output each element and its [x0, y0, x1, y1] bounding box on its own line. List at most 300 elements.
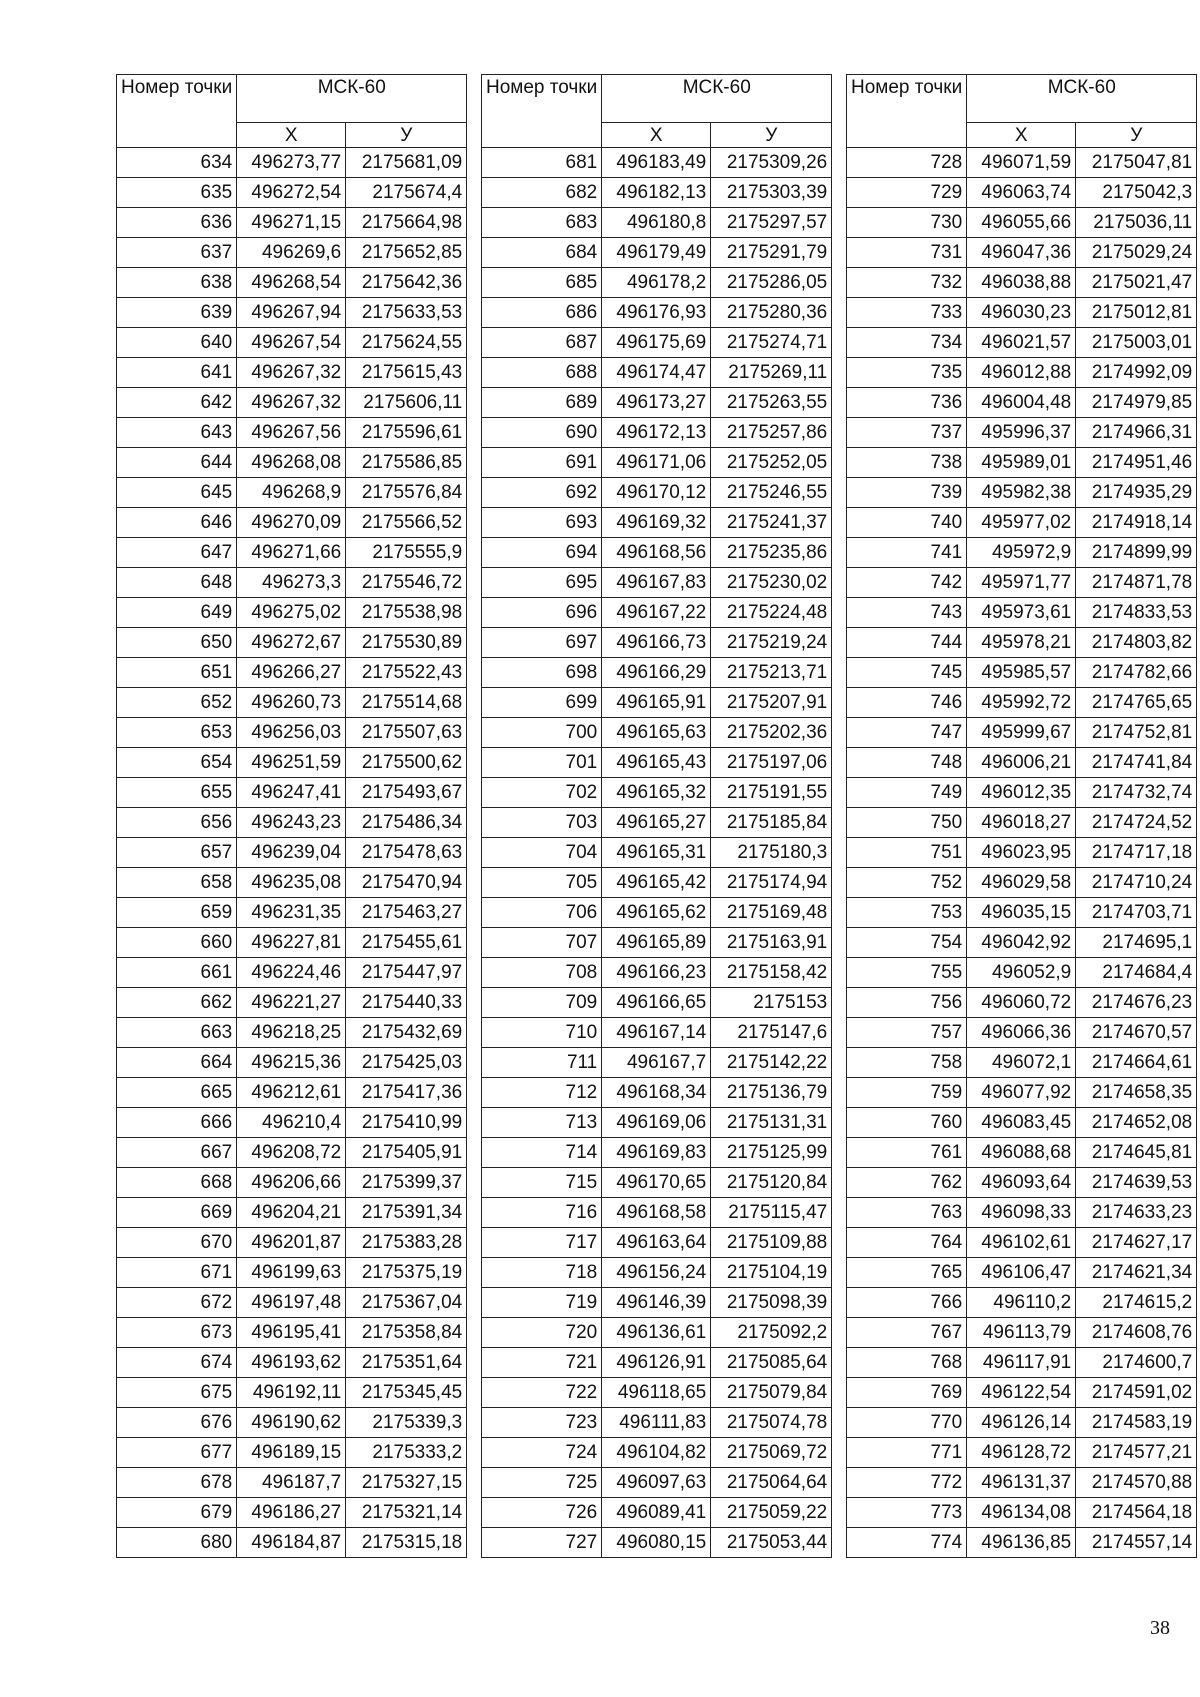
table-row — [847, 1258, 1197, 1288]
table-row — [847, 1108, 1197, 1138]
table-row — [482, 1048, 832, 1078]
point-number-cell: 698 — [482, 658, 602, 688]
x-coordinate-cell: 496166,65 — [602, 988, 711, 1018]
y-coordinate-cell: 2175115,47 — [711, 1198, 832, 1228]
table-row — [482, 208, 832, 238]
y-coordinate-cell: 2174992,09 — [1076, 358, 1197, 388]
table-row — [117, 748, 467, 778]
point-number-cell: 637 — [117, 238, 237, 268]
y-coordinate-cell: 2174741,84 — [1076, 748, 1197, 778]
x-coordinate-cell: 496110,2 — [967, 1288, 1076, 1318]
point-number-cell: 636 — [117, 208, 237, 238]
table-row — [117, 328, 467, 358]
y-coordinate-cell: 2174664,61 — [1076, 1048, 1197, 1078]
point-number-cell: 656 — [117, 808, 237, 838]
y-coordinate-cell: 2174899,99 — [1076, 538, 1197, 568]
x-coordinate-cell: 496208,72 — [237, 1138, 346, 1168]
point-number-cell: 768 — [847, 1348, 967, 1378]
point-number-cell: 724 — [482, 1438, 602, 1468]
x-coordinate-cell: 496270,09 — [237, 508, 346, 538]
table-row — [847, 1288, 1197, 1318]
x-column-header: X — [237, 123, 346, 148]
x-coordinate-cell: 496268,9 — [237, 478, 346, 508]
x-coordinate-cell: 496163,64 — [602, 1228, 711, 1258]
x-coordinate-cell: 496080,15 — [602, 1528, 711, 1558]
table-row — [117, 148, 467, 178]
y-coordinate-cell: 2175383,28 — [346, 1228, 467, 1258]
table-row — [847, 658, 1197, 688]
y-coordinate-cell: 2175021,47 — [1076, 268, 1197, 298]
x-coordinate-cell: 496190,62 — [237, 1408, 346, 1438]
y-coordinate-cell: 2175174,94 — [711, 868, 832, 898]
y-coordinate-cell: 2175410,99 — [346, 1108, 467, 1138]
point-number-cell: 634 — [117, 148, 237, 178]
x-coordinate-cell: 496093,64 — [967, 1168, 1076, 1198]
point-number-cell: 688 — [482, 358, 602, 388]
point-number-cell: 726 — [482, 1498, 602, 1528]
table-row — [847, 1498, 1197, 1528]
y-coordinate-cell: 2175606,11 — [346, 388, 467, 418]
y-coordinate-cell: 2175036,11 — [1076, 208, 1197, 238]
table-row — [482, 658, 832, 688]
table-row — [847, 148, 1197, 178]
x-coordinate-cell: 496170,65 — [602, 1168, 711, 1198]
y-coordinate-cell: 2175530,89 — [346, 628, 467, 658]
table-row — [482, 238, 832, 268]
x-coordinate-cell: 496189,15 — [237, 1438, 346, 1468]
y-coordinate-cell: 2175047,81 — [1076, 148, 1197, 178]
x-coordinate-cell: 495996,37 — [967, 418, 1076, 448]
point-number-cell: 761 — [847, 1138, 967, 1168]
y-column-header: У — [1076, 123, 1197, 148]
y-coordinate-cell: 2174583,19 — [1076, 1408, 1197, 1438]
x-coordinate-cell: 496126,14 — [967, 1408, 1076, 1438]
x-coordinate-cell: 496169,32 — [602, 508, 711, 538]
x-coordinate-cell: 496210,4 — [237, 1108, 346, 1138]
point-number-cell: 722 — [482, 1378, 602, 1408]
table-row — [117, 928, 467, 958]
x-coordinate-cell: 496204,21 — [237, 1198, 346, 1228]
y-coordinate-cell: 2175315,18 — [346, 1528, 467, 1558]
point-number-cell: 733 — [847, 298, 967, 328]
y-coordinate-cell: 2175085,64 — [711, 1348, 832, 1378]
point-number-cell: 749 — [847, 778, 967, 808]
y-coordinate-cell: 2175098,39 — [711, 1288, 832, 1318]
table-row — [482, 838, 832, 868]
x-coordinate-cell: 496030,23 — [967, 298, 1076, 328]
table-row — [847, 1048, 1197, 1078]
point-number-cell: 747 — [847, 718, 967, 748]
y-coordinate-cell: 2175327,15 — [346, 1468, 467, 1498]
x-coordinate-cell: 496269,6 — [237, 238, 346, 268]
y-coordinate-cell: 2175345,45 — [346, 1378, 467, 1408]
table-row — [117, 418, 467, 448]
x-coordinate-cell: 496066,36 — [967, 1018, 1076, 1048]
y-coordinate-cell: 2174871,78 — [1076, 568, 1197, 598]
table-row — [847, 718, 1197, 748]
point-number-cell: 755 — [847, 958, 967, 988]
point-number-cell: 646 — [117, 508, 237, 538]
x-coordinate-cell: 496247,41 — [237, 778, 346, 808]
x-coordinate-cell: 496088,68 — [967, 1138, 1076, 1168]
y-coordinate-cell: 2174564,18 — [1076, 1498, 1197, 1528]
x-coordinate-cell: 496251,59 — [237, 748, 346, 778]
point-number-cell: 654 — [117, 748, 237, 778]
x-coordinate-cell: 496173,27 — [602, 388, 711, 418]
x-coordinate-cell: 496165,43 — [602, 748, 711, 778]
table-row — [482, 1438, 832, 1468]
y-coordinate-cell: 2175064,64 — [711, 1468, 832, 1498]
table-row — [117, 988, 467, 1018]
y-coordinate-cell: 2175059,22 — [711, 1498, 832, 1528]
y-column-header: У — [711, 123, 832, 148]
y-coordinate-cell: 2174577,21 — [1076, 1438, 1197, 1468]
y-coordinate-cell: 2175219,24 — [711, 628, 832, 658]
x-coordinate-cell: 496006,21 — [967, 748, 1076, 778]
x-coordinate-cell: 496165,32 — [602, 778, 711, 808]
x-coordinate-cell: 496267,94 — [237, 298, 346, 328]
point-number-cell: 741 — [847, 538, 967, 568]
y-coordinate-cell: 2174591,02 — [1076, 1378, 1197, 1408]
x-coordinate-cell: 496134,08 — [967, 1498, 1076, 1528]
x-coordinate-cell: 496168,58 — [602, 1198, 711, 1228]
y-coordinate-cell: 2175470,94 — [346, 868, 467, 898]
table-row — [847, 1138, 1197, 1168]
x-coordinate-cell: 496063,74 — [967, 178, 1076, 208]
y-coordinate-cell: 2174717,18 — [1076, 838, 1197, 868]
table-row — [117, 1348, 467, 1378]
point-number-cell: 708 — [482, 958, 602, 988]
x-coordinate-cell: 496136,85 — [967, 1528, 1076, 1558]
y-coordinate-cell: 2174615,2 — [1076, 1288, 1197, 1318]
point-number-cell: 669 — [117, 1198, 237, 1228]
y-coordinate-cell: 2175576,84 — [346, 478, 467, 508]
point-number-cell: 643 — [117, 418, 237, 448]
point-number-cell: 681 — [482, 148, 602, 178]
point-number-cell: 711 — [482, 1048, 602, 1078]
x-coordinate-cell: 496104,82 — [602, 1438, 711, 1468]
table-row — [117, 1198, 467, 1228]
point-number-cell: 748 — [847, 748, 967, 778]
y-coordinate-cell: 2174695,1 — [1076, 928, 1197, 958]
point-number-cell: 736 — [847, 388, 967, 418]
table-row — [482, 688, 832, 718]
y-coordinate-cell: 2175425,03 — [346, 1048, 467, 1078]
table-row — [847, 478, 1197, 508]
table-row — [482, 988, 832, 1018]
y-coordinate-cell: 2175104,19 — [711, 1258, 832, 1288]
table-row — [482, 958, 832, 988]
point-number-cell: 653 — [117, 718, 237, 748]
table-row — [847, 508, 1197, 538]
point-number-cell: 687 — [482, 328, 602, 358]
table-row — [482, 1078, 832, 1108]
table-row — [117, 238, 467, 268]
table-row — [482, 358, 832, 388]
x-coordinate-cell: 496273,77 — [237, 148, 346, 178]
table-row — [482, 568, 832, 598]
point-number-cell: 694 — [482, 538, 602, 568]
point-number-cell: 693 — [482, 508, 602, 538]
table-row — [117, 1318, 467, 1348]
point-number-cell: 705 — [482, 868, 602, 898]
table-row — [117, 1048, 467, 1078]
table-row — [117, 478, 467, 508]
y-coordinate-cell: 2175463,27 — [346, 898, 467, 928]
table-row — [847, 808, 1197, 838]
point-number-cell: 642 — [117, 388, 237, 418]
x-coordinate-cell: 496272,67 — [237, 628, 346, 658]
point-number-cell: 690 — [482, 418, 602, 448]
table-row — [117, 1378, 467, 1408]
table-row — [117, 958, 467, 988]
point-number-cell: 732 — [847, 268, 967, 298]
point-number-cell: 771 — [847, 1438, 967, 1468]
y-coordinate-cell: 2175053,44 — [711, 1528, 832, 1558]
y-coordinate-cell: 2175303,39 — [711, 178, 832, 208]
y-coordinate-cell: 2174557,14 — [1076, 1528, 1197, 1558]
table-row — [117, 808, 467, 838]
point-number-cell: 689 — [482, 388, 602, 418]
table-row — [482, 808, 832, 838]
point-number-cell: 635 — [117, 178, 237, 208]
x-coordinate-cell: 496275,02 — [237, 598, 346, 628]
x-coordinate-cell: 496260,73 — [237, 688, 346, 718]
point-number-cell: 704 — [482, 838, 602, 868]
table-row — [482, 1318, 832, 1348]
point-number-cell: 746 — [847, 688, 967, 718]
x-coordinate-cell: 495985,57 — [967, 658, 1076, 688]
table-row — [482, 1468, 832, 1498]
x-coordinate-cell: 496146,39 — [602, 1288, 711, 1318]
table-row — [482, 868, 832, 898]
y-coordinate-cell: 2175169,48 — [711, 898, 832, 928]
point-number-cell: 719 — [482, 1288, 602, 1318]
table-row — [847, 778, 1197, 808]
x-coordinate-cell: 496195,41 — [237, 1318, 346, 1348]
table-row — [117, 208, 467, 238]
point-number-cell: 649 — [117, 598, 237, 628]
table-row — [482, 478, 832, 508]
point-number-header: Номер точки — [847, 75, 967, 148]
point-number-cell: 764 — [847, 1228, 967, 1258]
coordinate-system-header: МСК-60 — [967, 75, 1197, 123]
table-row — [117, 1528, 467, 1558]
table-row — [117, 268, 467, 298]
y-column-header: У — [346, 123, 467, 148]
point-number-cell: 683 — [482, 208, 602, 238]
point-number-cell: 772 — [847, 1468, 967, 1498]
y-coordinate-cell: 2175642,36 — [346, 268, 467, 298]
y-coordinate-cell: 2175514,68 — [346, 688, 467, 718]
table-row — [847, 898, 1197, 928]
table-row — [847, 868, 1197, 898]
table-row — [482, 628, 832, 658]
x-coordinate-cell: 496172,13 — [602, 418, 711, 448]
table-row — [847, 1078, 1197, 1108]
point-number-cell: 751 — [847, 838, 967, 868]
x-coordinate-cell: 496227,81 — [237, 928, 346, 958]
y-coordinate-cell: 2175664,98 — [346, 208, 467, 238]
x-coordinate-cell: 496266,27 — [237, 658, 346, 688]
x-coordinate-cell: 495989,01 — [967, 448, 1076, 478]
point-number-cell: 716 — [482, 1198, 602, 1228]
point-number-cell: 709 — [482, 988, 602, 1018]
y-coordinate-cell: 2175674,4 — [346, 178, 467, 208]
x-coordinate-cell: 496128,72 — [967, 1438, 1076, 1468]
point-number-cell: 695 — [482, 568, 602, 598]
y-coordinate-cell: 2175263,55 — [711, 388, 832, 418]
x-coordinate-cell: 495978,21 — [967, 628, 1076, 658]
x-coordinate-cell: 496184,87 — [237, 1528, 346, 1558]
table-row — [847, 1198, 1197, 1228]
point-number-cell: 664 — [117, 1048, 237, 1078]
point-number-cell: 638 — [117, 268, 237, 298]
y-coordinate-cell: 2175158,42 — [711, 958, 832, 988]
x-coordinate-cell: 496267,32 — [237, 388, 346, 418]
y-coordinate-cell: 2174732,74 — [1076, 778, 1197, 808]
point-number-cell: 731 — [847, 238, 967, 268]
y-coordinate-cell: 2175269,11 — [711, 358, 832, 388]
table-row — [482, 328, 832, 358]
table-row — [847, 208, 1197, 238]
x-coordinate-cell: 496047,36 — [967, 238, 1076, 268]
point-number-cell: 770 — [847, 1408, 967, 1438]
table-row — [117, 1468, 467, 1498]
point-number-cell: 673 — [117, 1318, 237, 1348]
point-number-cell: 729 — [847, 178, 967, 208]
table-row — [117, 1168, 467, 1198]
point-number-cell: 774 — [847, 1528, 967, 1558]
point-number-cell: 758 — [847, 1048, 967, 1078]
y-coordinate-cell: 2175440,33 — [346, 988, 467, 1018]
y-coordinate-cell: 2174703,71 — [1076, 898, 1197, 928]
table-row — [847, 1378, 1197, 1408]
x-coordinate-cell: 496186,27 — [237, 1498, 346, 1528]
table-row — [482, 1408, 832, 1438]
table-row — [117, 868, 467, 898]
table-row — [482, 268, 832, 298]
y-coordinate-cell: 2175596,61 — [346, 418, 467, 448]
point-number-cell: 721 — [482, 1348, 602, 1378]
point-number-cell: 661 — [117, 958, 237, 988]
x-coordinate-cell: 496171,06 — [602, 448, 711, 478]
x-coordinate-cell: 496218,25 — [237, 1018, 346, 1048]
table-row — [847, 1318, 1197, 1348]
x-column-header: X — [602, 123, 711, 148]
y-coordinate-cell: 2175246,55 — [711, 478, 832, 508]
table-row — [482, 1108, 832, 1138]
x-coordinate-cell: 496197,48 — [237, 1288, 346, 1318]
y-coordinate-cell: 2175207,91 — [711, 688, 832, 718]
x-coordinate-cell: 496267,54 — [237, 328, 346, 358]
point-number-cell: 760 — [847, 1108, 967, 1138]
point-number-cell: 670 — [117, 1228, 237, 1258]
table-body — [847, 148, 1197, 1558]
x-coordinate-cell: 495973,61 — [967, 598, 1076, 628]
table-row — [847, 538, 1197, 568]
x-coordinate-cell: 496118,65 — [602, 1378, 711, 1408]
y-coordinate-cell: 2174570,88 — [1076, 1468, 1197, 1498]
x-coordinate-cell: 496272,54 — [237, 178, 346, 208]
point-number-cell: 706 — [482, 898, 602, 928]
x-coordinate-cell: 496165,89 — [602, 928, 711, 958]
x-coordinate-cell: 496268,54 — [237, 268, 346, 298]
y-coordinate-cell: 2174627,17 — [1076, 1228, 1197, 1258]
point-number-cell: 640 — [117, 328, 237, 358]
x-coordinate-cell: 496199,63 — [237, 1258, 346, 1288]
y-coordinate-cell: 2174608,76 — [1076, 1318, 1197, 1348]
table-row — [482, 448, 832, 478]
y-coordinate-cell: 2175286,05 — [711, 268, 832, 298]
x-coordinate-cell: 496231,35 — [237, 898, 346, 928]
y-coordinate-cell: 2174645,81 — [1076, 1138, 1197, 1168]
coordinates-table-2 — [481, 74, 832, 1558]
table-row — [117, 1018, 467, 1048]
table-row — [482, 718, 832, 748]
table-row — [847, 688, 1197, 718]
table-row — [482, 418, 832, 448]
y-coordinate-cell: 2174710,24 — [1076, 868, 1197, 898]
point-number-cell: 659 — [117, 898, 237, 928]
table-row — [117, 898, 467, 928]
y-coordinate-cell: 2175586,85 — [346, 448, 467, 478]
x-coordinate-cell: 496212,61 — [237, 1078, 346, 1108]
y-coordinate-cell: 2175191,55 — [711, 778, 832, 808]
x-coordinate-cell: 496175,69 — [602, 328, 711, 358]
y-coordinate-cell: 2175333,2 — [346, 1438, 467, 1468]
x-coordinate-cell: 496170,12 — [602, 478, 711, 508]
table-body — [482, 148, 832, 1558]
point-number-cell: 680 — [117, 1528, 237, 1558]
point-number-cell: 754 — [847, 928, 967, 958]
y-coordinate-cell: 2175652,85 — [346, 238, 467, 268]
y-coordinate-cell: 2175029,24 — [1076, 238, 1197, 268]
point-number-cell: 728 — [847, 148, 967, 178]
point-number-cell: 718 — [482, 1258, 602, 1288]
y-coordinate-cell: 2175074,78 — [711, 1408, 832, 1438]
x-coordinate-cell: 496271,66 — [237, 538, 346, 568]
x-coordinate-cell: 496166,23 — [602, 958, 711, 988]
y-coordinate-cell: 2175493,67 — [346, 778, 467, 808]
y-coordinate-cell: 2175202,36 — [711, 718, 832, 748]
y-coordinate-cell: 2175615,43 — [346, 358, 467, 388]
x-coordinate-cell: 496268,08 — [237, 448, 346, 478]
x-coordinate-cell: 496122,54 — [967, 1378, 1076, 1408]
x-coordinate-cell: 496174,47 — [602, 358, 711, 388]
point-number-cell: 713 — [482, 1108, 602, 1138]
y-coordinate-cell: 2175432,69 — [346, 1018, 467, 1048]
table-row — [847, 928, 1197, 958]
x-coordinate-cell: 496273,3 — [237, 568, 346, 598]
x-coordinate-cell: 496183,49 — [602, 148, 711, 178]
table-row — [847, 418, 1197, 448]
page-number: 38 — [1150, 1617, 1170, 1639]
x-coordinate-cell: 496117,91 — [967, 1348, 1076, 1378]
y-coordinate-cell: 2175185,84 — [711, 808, 832, 838]
table-row — [482, 1288, 832, 1318]
table-row — [847, 568, 1197, 598]
table-row — [482, 1258, 832, 1288]
point-number-cell: 759 — [847, 1078, 967, 1108]
table-row — [117, 718, 467, 748]
x-coordinate-cell: 495977,02 — [967, 508, 1076, 538]
y-coordinate-cell: 2174979,85 — [1076, 388, 1197, 418]
point-number-cell: 752 — [847, 868, 967, 898]
table-row — [847, 1348, 1197, 1378]
table-row — [482, 1198, 832, 1228]
point-number-cell: 648 — [117, 568, 237, 598]
